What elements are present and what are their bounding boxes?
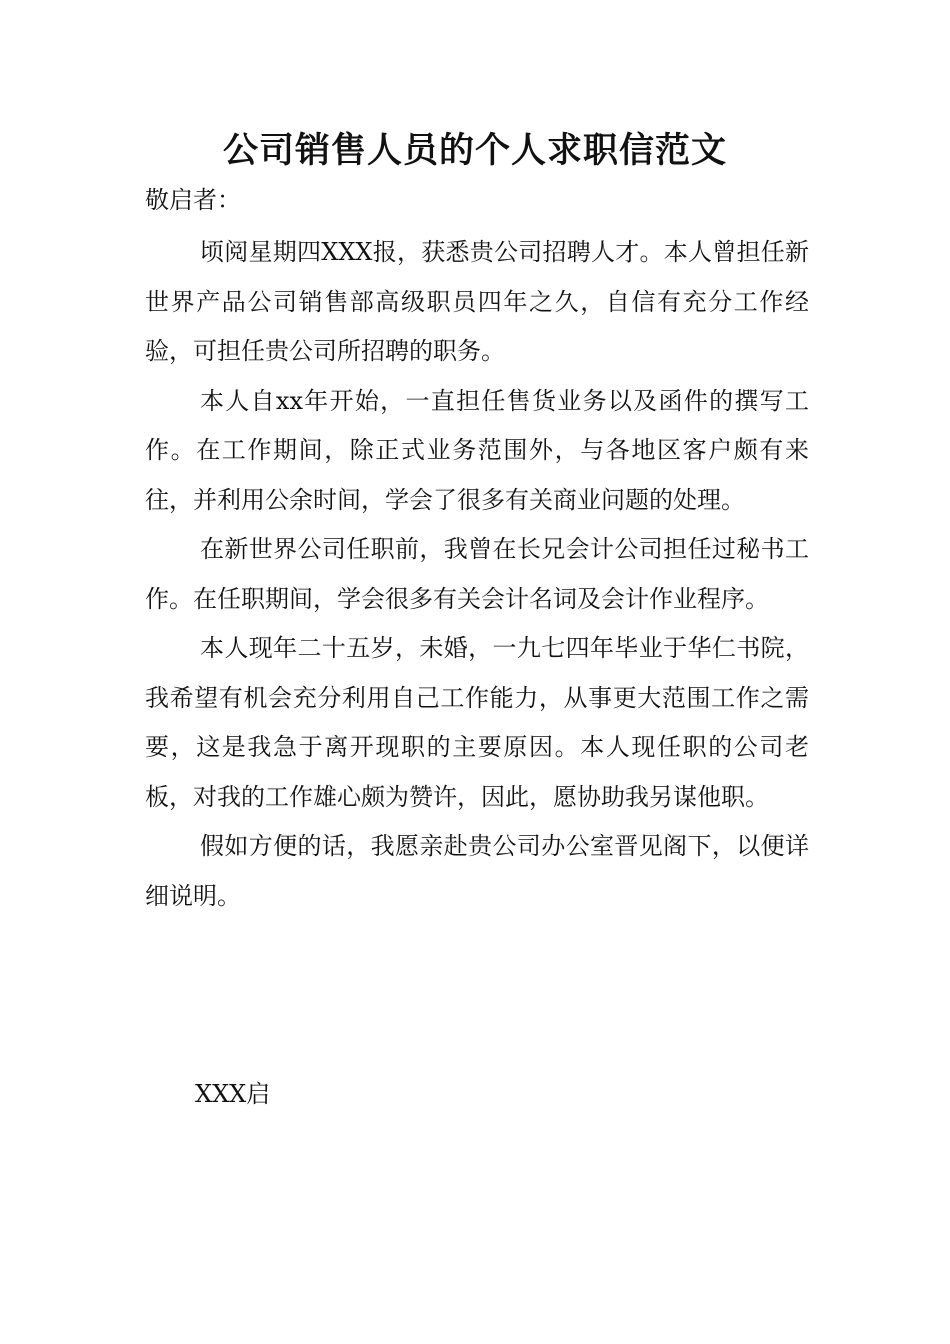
paragraph: 假如方便的话，我愿亲赴贵公司办公室晋见阁下，以便详细说明。 bbox=[145, 832, 809, 910]
paragraph: 在新世界公司任职前，我曾在长兄会计公司担任过秘书工作。在任职期间，学会很多有关会计名词及会计作业程序。 bbox=[145, 535, 809, 613]
paragraph: 本人自xx年开始，一直担任售货业务以及函件的撰写工作。在工作期间，除正式业务范围外，与各地区客户颇有来往，并利用公余时间，学会了很多有关商业问题的处理。 bbox=[145, 386, 809, 514]
signature: XXX启 bbox=[195, 1080, 271, 1108]
letter-body bbox=[145, 228, 809, 921]
document-title: 公司销售人员的个人求职信范文 bbox=[222, 131, 727, 171]
paragraph: 顷阅星期四XXX报，获悉贵公司招聘人才。本人曾担任新世界产品公司销售部高级职员四年之久，自信有充分工作经验，可担任贵公司所招聘的职务。 bbox=[145, 238, 809, 365]
salutation: 敬启者： bbox=[145, 186, 241, 214]
paragraph: 本人现年二十五岁，未婚，一九七四年毕业于华仁书院，我希望有机会充分利用自己工作能力，从事更大范围工作之需要，这是我急于离开现职的主要原因。本人现任职的公司老板，对我的工作雄心颇为赞许，因此，愿协助我另谋他职。 bbox=[145, 634, 809, 811]
